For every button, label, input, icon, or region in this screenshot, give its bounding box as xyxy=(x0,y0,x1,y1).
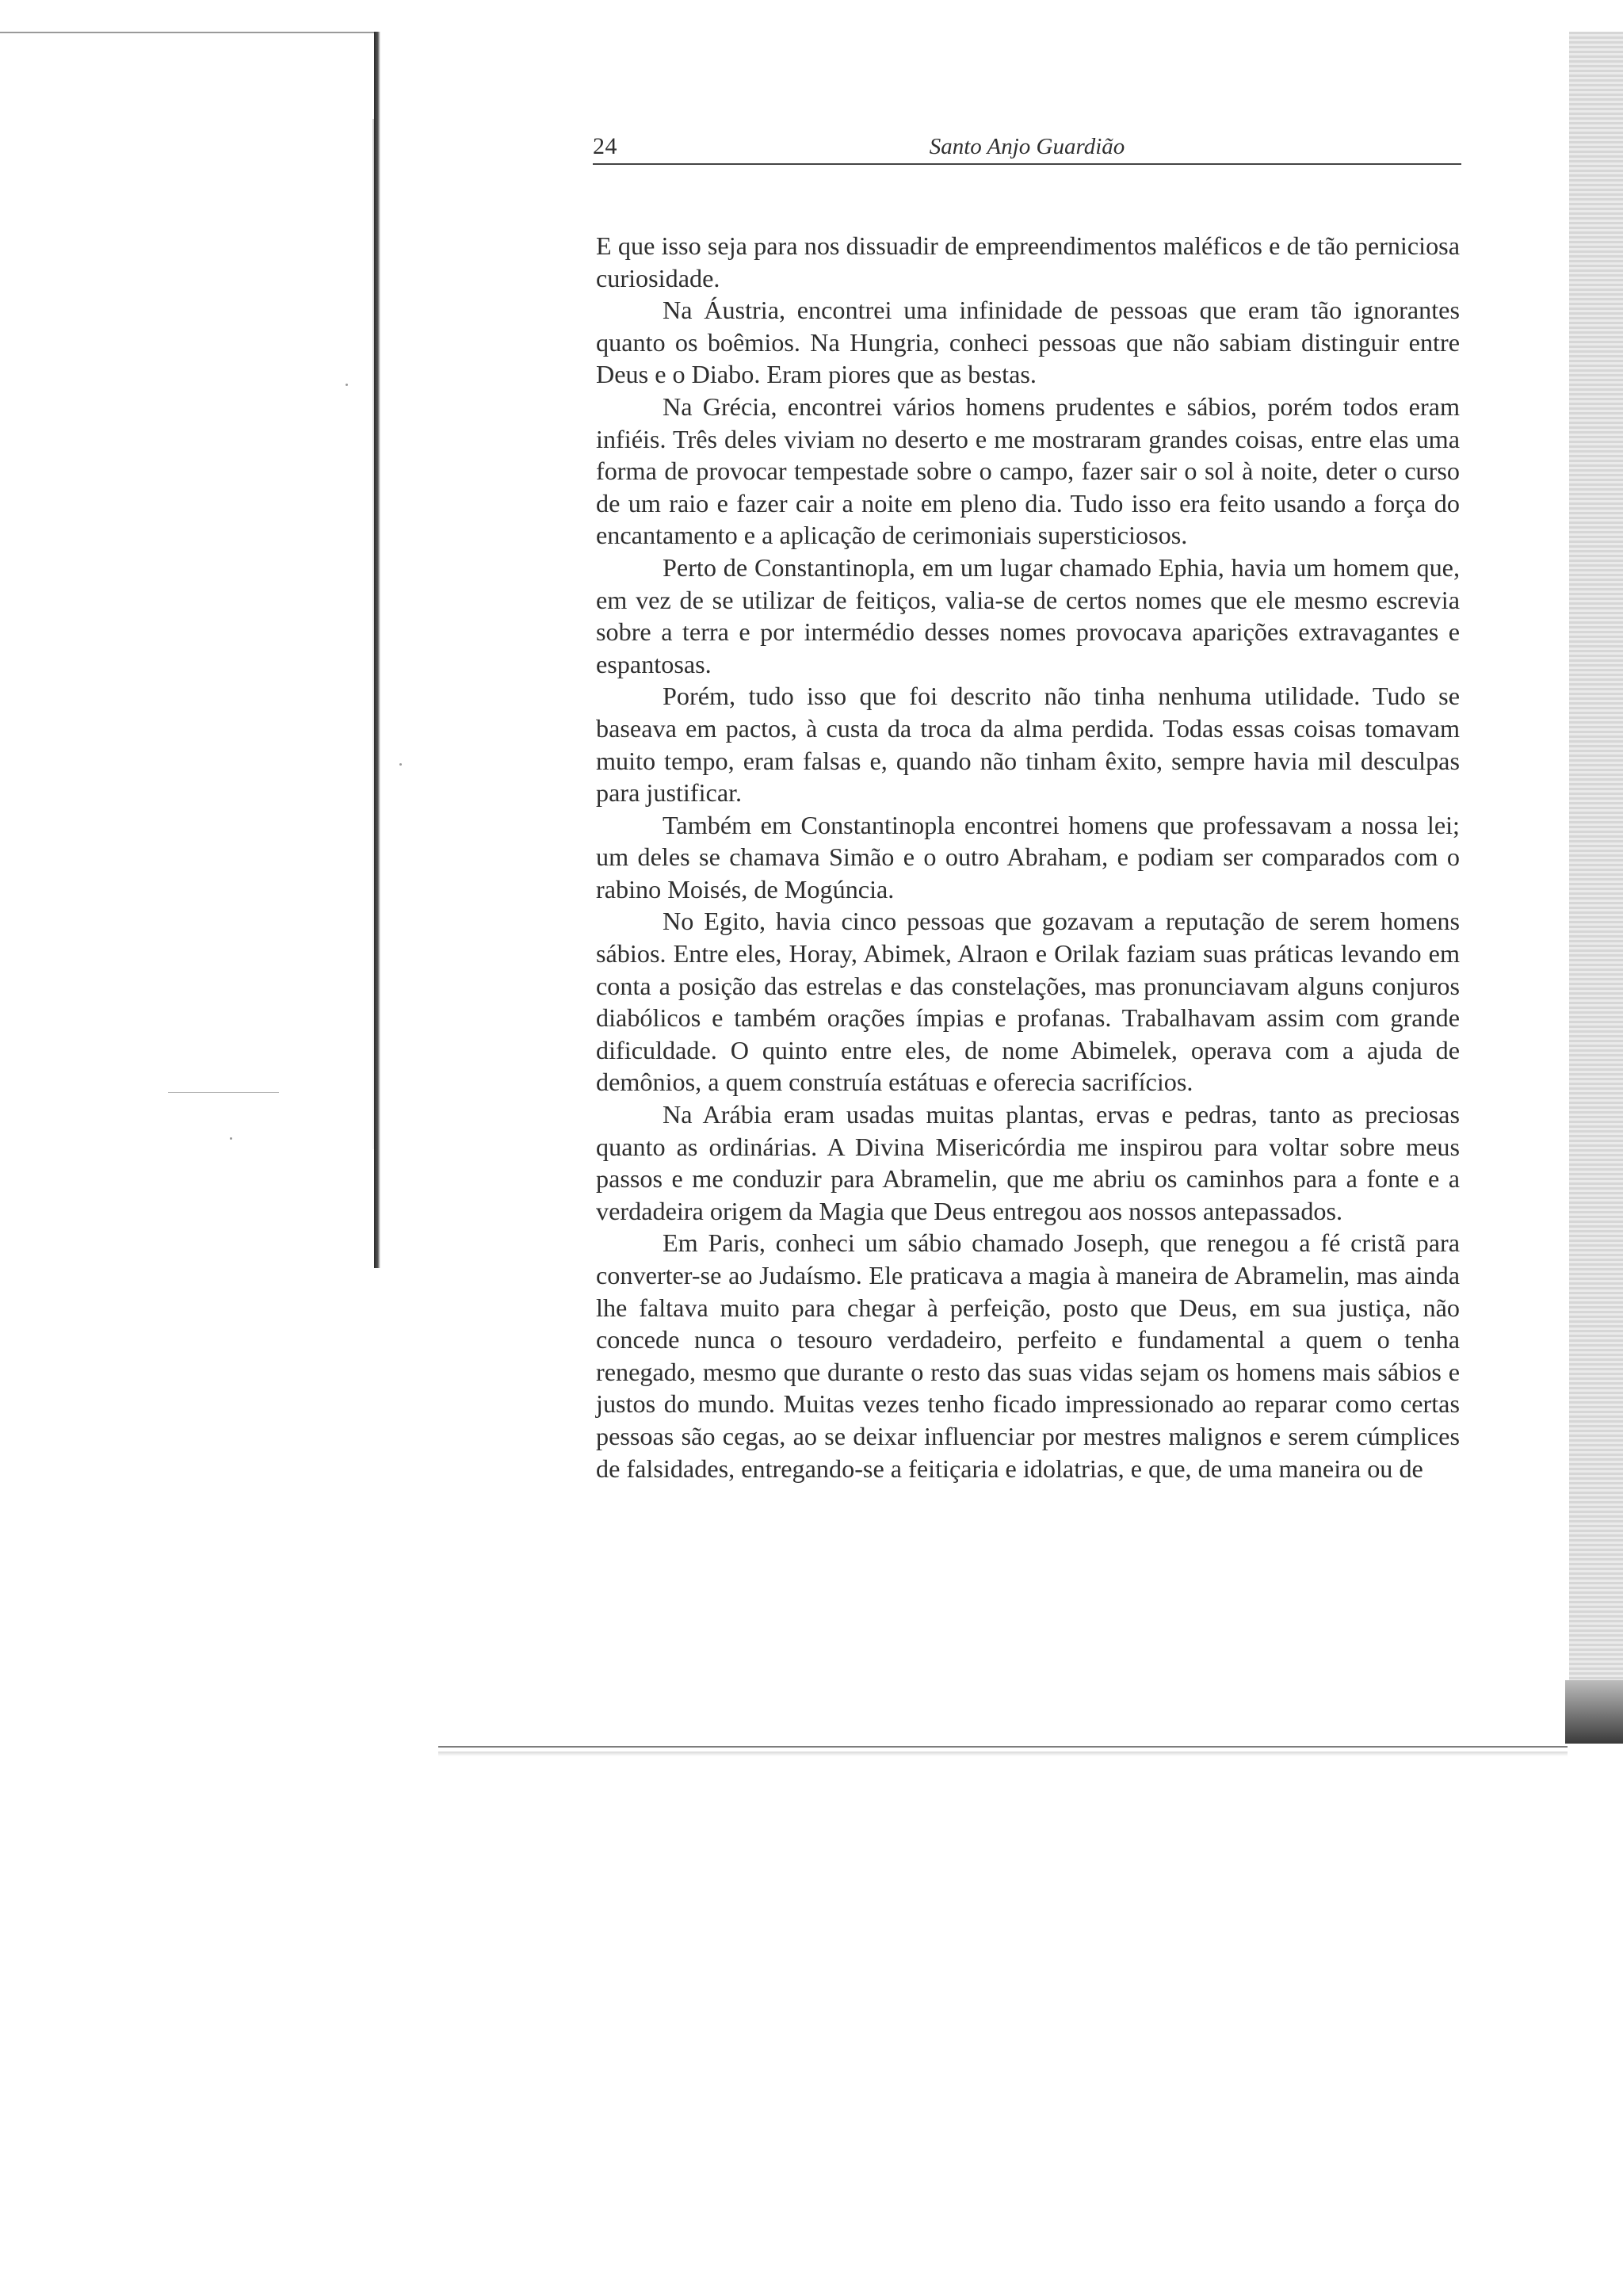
running-title: Santo Anjo Guardião xyxy=(929,134,1125,159)
paragraph: Porém, tudo isso que foi descrito não tinha nenhuma utilidade. Tudo se baseava em pactos, à custa da troca da alma perdida. Todas essas coisas tomavam muito tempo, eram falsas e, quando não tinham êxito, sempre havia mil desculpas para justificar. xyxy=(596,682,1460,808)
scan-left-page-edge xyxy=(372,119,374,1149)
paragraph: Perto de Constantinopla, em um lugar chamado Ephia, havia um homem que, em vez de se utilizar de feitiços, valia-se de certos nomes que ele mesmo escrevia sobre a terra e por intermédio desses nomes provocava aparições extravagantes e espantosas. xyxy=(596,552,1460,678)
scan-bottom-shadow xyxy=(438,1752,1568,1756)
scan-fold-line xyxy=(0,32,377,33)
paragraph: Na Áustria, encontrei uma infinidade de pessoas que eram tão ignorantes quanto os boêmios. Na Hungria, conheci pessoas que não sabiam distinguir entre Deus e o Diabo. Eram piores que as bestas. xyxy=(596,296,1460,389)
scan-speck xyxy=(230,1137,232,1140)
scan-speck xyxy=(346,384,348,386)
scan-right-edge-strip xyxy=(1569,32,1623,1728)
scan-right-edge-corner xyxy=(1565,1680,1623,1744)
page-number: 24 xyxy=(593,133,617,159)
scan-speck xyxy=(399,763,402,766)
page-header xyxy=(593,127,1461,165)
scan-dash-mark xyxy=(168,1092,279,1093)
paragraph: Também em Constantinopla encontrei homens que professavam a nossa lei; um deles se chamava Simão e o outro Abraham, e podiam ser comparados com o rabino Moisés, de Mogúncia. xyxy=(596,810,1460,904)
paragraph: E que isso seja para nos dissuadir de empreendimentos maléficos e de tão perniciosa curiosidade. xyxy=(596,231,1460,292)
paragraph: No Egito, havia cinco pessoas que gozavam a reputação de serem homens sábios. Entre eles, Horay, Abimek, Alraon e Orilak faziam suas práticas levando em conta a posição das estrelas e das constelações, mas pronunciavam alguns conjuros diabólicos e também orações ímpias e profanas. Trabalhavam assim com grande dificuldade. O quinto entre eles, de nome Abimelek, operava com a ajuda de demônios, a quem construía estátuas e oferecia sacrifícios. xyxy=(596,907,1460,1097)
paragraph: Na Grécia, encontrei vários homens prudentes e sábios, porém todos eram infiéis. Três deles viviam no deserto e me mostraram grandes coisas, entre elas uma forma de provocar tempestade sobre o campo, fazer sair o sol à noite, deter o curso de um raio e fazer cair a noite em pleno dia. Tudo isso era feito usando a força do encantamento e a aplicação de cerimoniais supersticiosos. xyxy=(596,392,1460,550)
paragraph: Na Arábia eram usadas muitas plantas, ervas e pedras, tanto as preciosas quanto as ordinárias. A Divina Misericórdia me inspirou para voltar sobre meus passos e me conduzir para Abramelin, que me abriu os caminhos para a fonte e a verdadeira origem da Magia que Deus entregou aos nossos antepassados. xyxy=(596,1100,1460,1225)
scan-binding-shadow xyxy=(374,32,380,1268)
paragraph: Em Paris, conheci um sábio chamado Joseph, que renegou a fé cristã para converter-se ao Judaísmo. Ele praticava a magia à maneira de Abramelin, mas ainda lhe faltava muito para chegar à perfeição, posto que Deus, em sua justiça, não concede nunca o tesouro verdadeiro, perfeito e fundamental a quem o tenha renegado, mesmo que durante o resto das suas vidas sejam os homens mais sábios e justos do mundo. Muitas vezes tenho ficado impressionado ao reparar como certas pessoas são cegas, ao se deixar influenciar por mestres malignos e serem cúmplices de falsidades, entregando-se a feitiçaria e idolatrias, e que, de uma maneira ou de xyxy=(596,1228,1460,1483)
scan-bottom-page-edge xyxy=(438,1746,1568,1748)
body-text xyxy=(596,230,1460,1484)
